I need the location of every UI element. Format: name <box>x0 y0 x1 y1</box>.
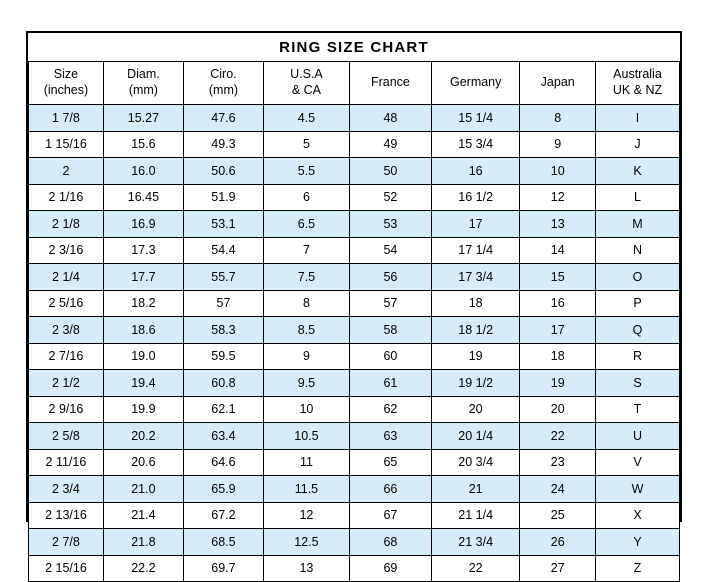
table-cell: 2 3/4 <box>29 476 104 503</box>
table-cell: 60.8 <box>183 370 263 397</box>
table-cell: S <box>595 370 679 397</box>
table-cell: 2 1/2 <box>29 370 104 397</box>
table-cell: 7 <box>263 237 349 264</box>
table-cell: 26 <box>520 529 596 556</box>
table-cell: 15 <box>520 264 596 291</box>
column-header-size-line1: Size <box>53 67 79 82</box>
table-row <box>29 131 680 158</box>
table-cell: 2 11/16 <box>29 449 104 476</box>
table-row <box>29 555 680 582</box>
column-header-diameter <box>103 62 183 105</box>
column-header-germany-line1: Germany <box>449 75 502 90</box>
column-header-france-line1: France <box>370 75 410 90</box>
table-row <box>29 423 680 450</box>
table-cell: 8 <box>520 105 596 132</box>
table-cell: 61 <box>349 370 431 397</box>
table-cell: 8.5 <box>263 317 349 344</box>
table-header-row <box>29 62 680 105</box>
column-header-australia-uk-nz <box>595 62 679 105</box>
table-cell: 10 <box>263 396 349 423</box>
table-cell: 66 <box>349 476 431 503</box>
page-title: RING SIZE CHART <box>29 33 680 62</box>
table-cell: 10.5 <box>263 423 349 450</box>
column-header-japan-line1: Japan <box>540 75 575 90</box>
table-cell: K <box>595 158 679 185</box>
table-cell: 20 3/4 <box>431 449 520 476</box>
table-cell: V <box>595 449 679 476</box>
table-cell: 2 5/16 <box>29 290 104 317</box>
column-header-size <box>29 62 104 105</box>
table-cell: 27 <box>520 555 596 582</box>
table-cell: Q <box>595 317 679 344</box>
table-cell: 21.0 <box>103 476 183 503</box>
table-cell: 4.5 <box>263 105 349 132</box>
table-cell: R <box>595 343 679 370</box>
table-row <box>29 317 680 344</box>
table-cell: 15 1/4 <box>431 105 520 132</box>
column-header-usa-ca-line2: & CA <box>291 83 322 97</box>
table-cell: 57 <box>183 290 263 317</box>
table-cell: 13 <box>263 555 349 582</box>
table-cell: 18.6 <box>103 317 183 344</box>
column-header-france <box>349 62 431 105</box>
table-row <box>29 396 680 423</box>
table-cell: 67 <box>349 502 431 529</box>
table-cell: 11 <box>263 449 349 476</box>
table-cell: 17 3/4 <box>431 264 520 291</box>
table-cell: 67.2 <box>183 502 263 529</box>
table-cell: 17.7 <box>103 264 183 291</box>
table-row <box>29 237 680 264</box>
table-cell: 62 <box>349 396 431 423</box>
table-cell: 25 <box>520 502 596 529</box>
table-cell: 6 <box>263 184 349 211</box>
table-cell: 2 5/8 <box>29 423 104 450</box>
table-cell: 53 <box>349 211 431 238</box>
table-cell: 19.9 <box>103 396 183 423</box>
table-cell: I <box>595 105 679 132</box>
table-cell: 18 <box>431 290 520 317</box>
column-header-diameter-line1: Diam. <box>127 67 160 82</box>
column-header-japan <box>520 62 596 105</box>
table-cell: 14 <box>520 237 596 264</box>
column-header-usa-ca-line1: U.S.A <box>290 67 323 82</box>
table-cell: 21 3/4 <box>431 529 520 556</box>
table-cell: 20 <box>520 396 596 423</box>
table-cell: 16 <box>520 290 596 317</box>
table-row <box>29 264 680 291</box>
table-cell: 53.1 <box>183 211 263 238</box>
table-cell: 18 <box>520 343 596 370</box>
table-cell: 20 1/4 <box>431 423 520 450</box>
table-row <box>29 449 680 476</box>
table-row <box>29 502 680 529</box>
table-row <box>29 158 680 185</box>
table-cell: 47.6 <box>183 105 263 132</box>
table-row <box>29 105 680 132</box>
table-cell: 20.2 <box>103 423 183 450</box>
table-cell: 15.6 <box>103 131 183 158</box>
table-cell: M <box>595 211 679 238</box>
table-cell: 18.2 <box>103 290 183 317</box>
table-cell: 19.0 <box>103 343 183 370</box>
column-header-size-line2: (inches) <box>43 83 89 97</box>
table-cell: 58 <box>349 317 431 344</box>
table-cell: 2 1/4 <box>29 264 104 291</box>
table-cell: 12 <box>520 184 596 211</box>
table-cell: 65.9 <box>183 476 263 503</box>
table-row <box>29 290 680 317</box>
table-cell: 12.5 <box>263 529 349 556</box>
table-cell: 22.2 <box>103 555 183 582</box>
table-cell: 2 9/16 <box>29 396 104 423</box>
table-cell: 54 <box>349 237 431 264</box>
column-header-germany <box>431 62 520 105</box>
table-cell: 62.1 <box>183 396 263 423</box>
table-cell: 10 <box>520 158 596 185</box>
table-cell: 17 1/4 <box>431 237 520 264</box>
table-cell: 56 <box>349 264 431 291</box>
table-cell: 21.8 <box>103 529 183 556</box>
table-cell: 5.5 <box>263 158 349 185</box>
table-row <box>29 184 680 211</box>
table-cell: 50 <box>349 158 431 185</box>
table-cell: 13 <box>520 211 596 238</box>
table-cell: 22 <box>520 423 596 450</box>
table-cell: 2 1/8 <box>29 211 104 238</box>
table-cell: 63.4 <box>183 423 263 450</box>
table-cell: 63 <box>349 423 431 450</box>
table-cell: P <box>595 290 679 317</box>
table-cell: 48 <box>349 105 431 132</box>
table-cell: J <box>595 131 679 158</box>
table-cell: 1 7/8 <box>29 105 104 132</box>
table-cell: 50.6 <box>183 158 263 185</box>
table-cell: 9.5 <box>263 370 349 397</box>
table-cell: 21 <box>431 476 520 503</box>
table-cell: 8 <box>263 290 349 317</box>
table-cell: N <box>595 237 679 264</box>
table-cell: 59.5 <box>183 343 263 370</box>
table-cell: 16.0 <box>103 158 183 185</box>
column-header-circumference <box>183 62 263 105</box>
table-cell: 15.27 <box>103 105 183 132</box>
table-cell: 57 <box>349 290 431 317</box>
table-cell: 20 <box>431 396 520 423</box>
table-cell: 2 15/16 <box>29 555 104 582</box>
table-cell: 18 1/2 <box>431 317 520 344</box>
table-cell: 69.7 <box>183 555 263 582</box>
column-header-australia-line1: Australia <box>613 67 662 82</box>
table-cell: 21 1/4 <box>431 502 520 529</box>
table-row <box>29 370 680 397</box>
column-header-diameter-line2: (mm) <box>128 83 158 97</box>
table-cell: 9 <box>520 131 596 158</box>
table-row <box>29 343 680 370</box>
table-cell: 2 7/16 <box>29 343 104 370</box>
table-row <box>29 476 680 503</box>
table-cell: 2 1/16 <box>29 184 104 211</box>
table-cell: 15 3/4 <box>431 131 520 158</box>
table-cell: 9 <box>263 343 349 370</box>
chart-title-row <box>29 33 680 62</box>
column-header-australia-line2: UK & NZ <box>612 83 663 97</box>
table-cell: T <box>595 396 679 423</box>
table-cell: 17 <box>520 317 596 344</box>
table-cell: 16 <box>431 158 520 185</box>
table-cell: Y <box>595 529 679 556</box>
table-cell: 69 <box>349 555 431 582</box>
table-cell: 68.5 <box>183 529 263 556</box>
table-cell: 2 3/16 <box>29 237 104 264</box>
ring-size-table <box>28 33 680 582</box>
table-cell: 5 <box>263 131 349 158</box>
table-cell: 24 <box>520 476 596 503</box>
table-cell: U <box>595 423 679 450</box>
table-cell: O <box>595 264 679 291</box>
table-cell: 6.5 <box>263 211 349 238</box>
table-cell: 19 <box>520 370 596 397</box>
column-header-circumference-line1: Ciro. <box>210 67 237 82</box>
table-cell: 20.6 <box>103 449 183 476</box>
table-cell: 2 13/16 <box>29 502 104 529</box>
table-cell: 16.9 <box>103 211 183 238</box>
table-cell: 58.3 <box>183 317 263 344</box>
table-cell: 17.3 <box>103 237 183 264</box>
table-cell: 68 <box>349 529 431 556</box>
table-cell: 2 3/8 <box>29 317 104 344</box>
table-cell: 2 <box>29 158 104 185</box>
table-cell: 64.6 <box>183 449 263 476</box>
ring-size-chart-container <box>26 31 682 576</box>
table-cell: 2 7/8 <box>29 529 104 556</box>
table-cell: 19.4 <box>103 370 183 397</box>
table-cell: 49.3 <box>183 131 263 158</box>
table-cell: 19 <box>431 343 520 370</box>
table-row <box>29 211 680 238</box>
table-cell: 60 <box>349 343 431 370</box>
column-header-usa-ca <box>263 62 349 105</box>
table-cell: W <box>595 476 679 503</box>
table-cell: 7.5 <box>263 264 349 291</box>
table-cell: 65 <box>349 449 431 476</box>
table-cell: Z <box>595 555 679 582</box>
table-cell: 49 <box>349 131 431 158</box>
table-cell: 16 1/2 <box>431 184 520 211</box>
table-cell: 12 <box>263 502 349 529</box>
table-cell: 22 <box>431 555 520 582</box>
table-cell: 16.45 <box>103 184 183 211</box>
column-header-circumference-line2: (mm) <box>208 83 239 97</box>
table-cell: X <box>595 502 679 529</box>
table-cell: 54.4 <box>183 237 263 264</box>
table-cell: 23 <box>520 449 596 476</box>
table-row <box>29 529 680 556</box>
table-cell: 19 1/2 <box>431 370 520 397</box>
table-cell: 11.5 <box>263 476 349 503</box>
table-cell: 51.9 <box>183 184 263 211</box>
table-cell: 55.7 <box>183 264 263 291</box>
table-cell: 52 <box>349 184 431 211</box>
table-cell: 1 15/16 <box>29 131 104 158</box>
table-cell: 21.4 <box>103 502 183 529</box>
table-cell: L <box>595 184 679 211</box>
table-cell: 17 <box>431 211 520 238</box>
